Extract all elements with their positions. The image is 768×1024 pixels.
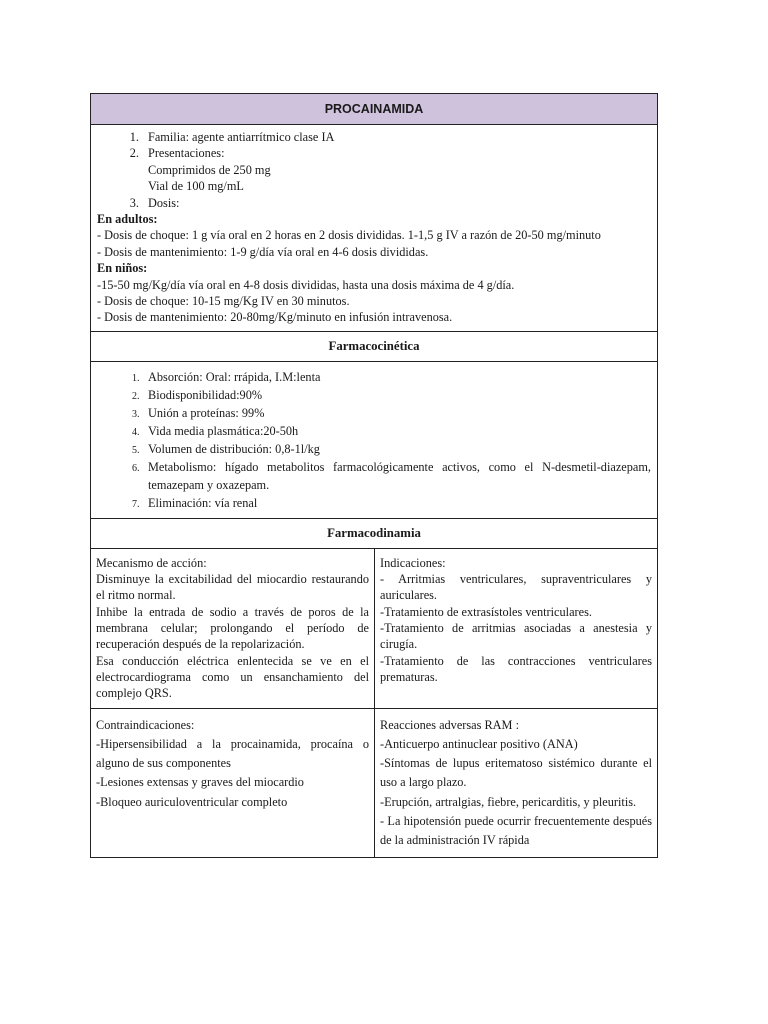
cell-title: Indicaciones: <box>380 555 446 570</box>
pk-section <box>91 362 657 519</box>
cell-paragraph: Esa conducción eléctrica enlentecida se ve en el electrocardiograma como un ensanchamiento del complejo QRS. <box>96 653 369 701</box>
cell-title: Mecanismo de acción: <box>96 555 207 570</box>
cell-title: Contraindicaciones: <box>96 717 195 732</box>
cell-paragraph: -Anticuerpo antinuclear positivo (ANA) <box>380 736 578 751</box>
cell-title: Reacciones adversas RAM : <box>380 717 519 732</box>
general-list-continued <box>97 195 651 211</box>
children-dose-line: - Dosis de choque: 10-15 mg/Kg IV en 30 minutos. <box>97 294 350 309</box>
cell-paragraph: Inhibe la entrada de sodio a través de poros de la membrana celular; prolongando el período de recuperación después de la repolarización. <box>96 604 369 652</box>
pk-list <box>97 368 651 512</box>
general-section <box>91 125 657 332</box>
page-title: PROCAINAMIDA <box>324 102 424 116</box>
section-title: Farmacodinamia <box>327 525 421 540</box>
pd-row-top <box>91 549 657 709</box>
cell-paragraph: Disminuye la excitabilidad del miocardio restaurando el ritmo normal. <box>96 572 369 603</box>
children-dose-line: -15-50 mg/Kg/día vía oral en 4-8 dosis divididas, hasta una dosis máxima de 4 g/día. <box>97 277 515 292</box>
list-item: 6. Metabolismo: hígado metabolitos farmacológicamente activos, como el N-desmetil-diazepam, temazepam y oxazepam. <box>142 458 651 494</box>
list-item: 3. Unión a proteínas: 99% <box>142 404 651 422</box>
adults-dose-line: - Dosis de choque: 1 g vía oral en 2 horas en 2 dosis divididas. 1-1,5 g IV a razón de 20-50 mg/minuto <box>97 228 601 243</box>
drug-monograph-table <box>90 93 658 858</box>
cell-paragraph: -Lesiones extensas y graves del miocardio <box>96 775 304 790</box>
general-list <box>97 129 651 162</box>
presentation-line: Comprimidos de 250 mg <box>148 162 271 177</box>
cell-paragraph: -Tratamiento de las contracciones ventriculares prematuras. <box>380 653 652 684</box>
section-title: Farmacocinética <box>328 338 420 353</box>
list-item: 1. Familia: agente antiarrítmico clase IA <box>142 129 651 145</box>
cell-paragraph: -Tratamiento de extrasístoles ventriculares. <box>380 604 592 619</box>
contraindications-cell <box>91 709 374 857</box>
adverse-reactions-cell <box>374 709 657 857</box>
list-item: 3. Dosis: <box>142 195 651 211</box>
adults-dose-line: - Dosis de mantenimiento: 1-9 g/día vía oral en 4-6 dosis divididas. <box>97 244 429 259</box>
pd-row-bottom <box>91 709 657 857</box>
children-heading: En niños: <box>97 261 148 276</box>
cell-paragraph: -Hipersensibilidad a la procainamida, procaína o alguno de sus componentes <box>96 736 369 771</box>
children-dose-line: - Dosis de mantenimiento: 20-80mg/Kg/minuto en infusión intravenosa. <box>97 310 453 325</box>
pk-header <box>91 332 657 362</box>
mechanism-cell <box>91 549 374 708</box>
list-item: 2. Presentaciones: <box>142 145 651 161</box>
presentation-line: Vial de 100 mg/mL <box>148 179 244 194</box>
cell-paragraph: -Síntomas de lupus eritematoso sistémico durante el uso a largo plazo. <box>380 756 652 790</box>
cell-paragraph: -Erupción, artralgias, fiebre, pericarditis, y pleuritis. <box>380 794 637 809</box>
cell-paragraph: -Bloqueo auriculoventricular completo <box>96 794 288 809</box>
list-item: 5. Volumen de distribución: 0,8-1l/kg <box>142 440 651 458</box>
list-item: 1. Absorción: Oral: rrápida, I.M:lenta <box>142 368 651 386</box>
title-row <box>91 94 657 125</box>
list-item: 7. Eliminación: vía renal <box>142 494 651 512</box>
list-item: 2. Biodisponibilidad:90% <box>142 386 651 404</box>
list-item: 4. Vida media plasmática:20-50h <box>142 422 651 440</box>
pd-header <box>91 519 657 549</box>
cell-paragraph: - La hipotensión puede ocurrir frecuentemente después de la administración IV rápida <box>380 814 652 848</box>
adults-heading: En adultos: <box>97 212 158 227</box>
cell-paragraph: - Arritmias ventriculares, supraventriculares y auriculares. <box>380 572 652 603</box>
cell-paragraph: -Tratamiento de arritmias asociadas a anestesia y cirugía. <box>380 621 652 652</box>
indications-cell <box>374 549 657 708</box>
